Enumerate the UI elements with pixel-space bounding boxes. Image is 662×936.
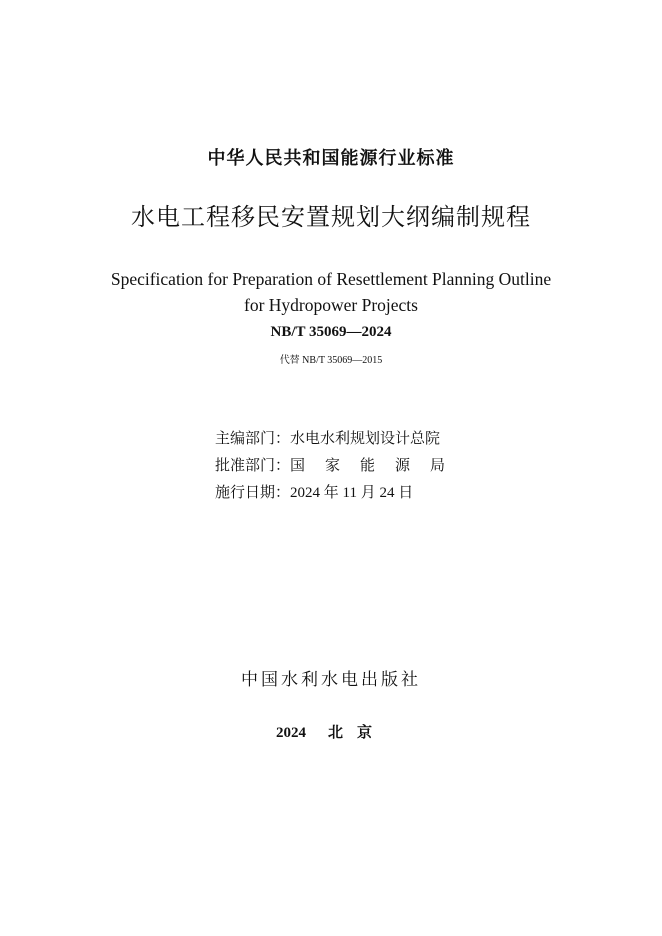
chief-editor-label: 主编部门： <box>215 431 291 447</box>
title-english-line1: Specification for Preparation of Resettlement Planning Outline <box>110 269 552 289</box>
publication-place-year <box>0 726 662 741</box>
title-english-line2: for Hydropower Projects <box>244 295 418 315</box>
publication-year: 2024 <box>275 725 306 741</box>
title-chinese: 水电工程移民安置规划大纲编制规程 <box>131 205 531 231</box>
publication-city: 北京 <box>327 725 386 741</box>
chief-editor-line <box>215 432 440 447</box>
replaces-standard: 代替 NB/T 35069—2015 <box>279 355 383 366</box>
publisher-name: 中国水利水电出版社 <box>241 670 421 689</box>
approver-label: 批准部门： <box>215 458 291 474</box>
chief-editor-value: 水电水利规划设计总院 <box>290 431 441 447</box>
approver-line <box>215 459 465 474</box>
approver-value: 国家能源局 <box>290 458 466 474</box>
effective-date-line <box>215 486 413 501</box>
effective-date-label: 施行日期： <box>215 485 291 501</box>
standard-code: NB/T 35069—2024 <box>270 324 392 340</box>
standard-category: 中华人民共和国能源行业标准 <box>207 148 455 169</box>
effective-date-value: 2024 年 11 月 24 日 <box>290 485 414 501</box>
